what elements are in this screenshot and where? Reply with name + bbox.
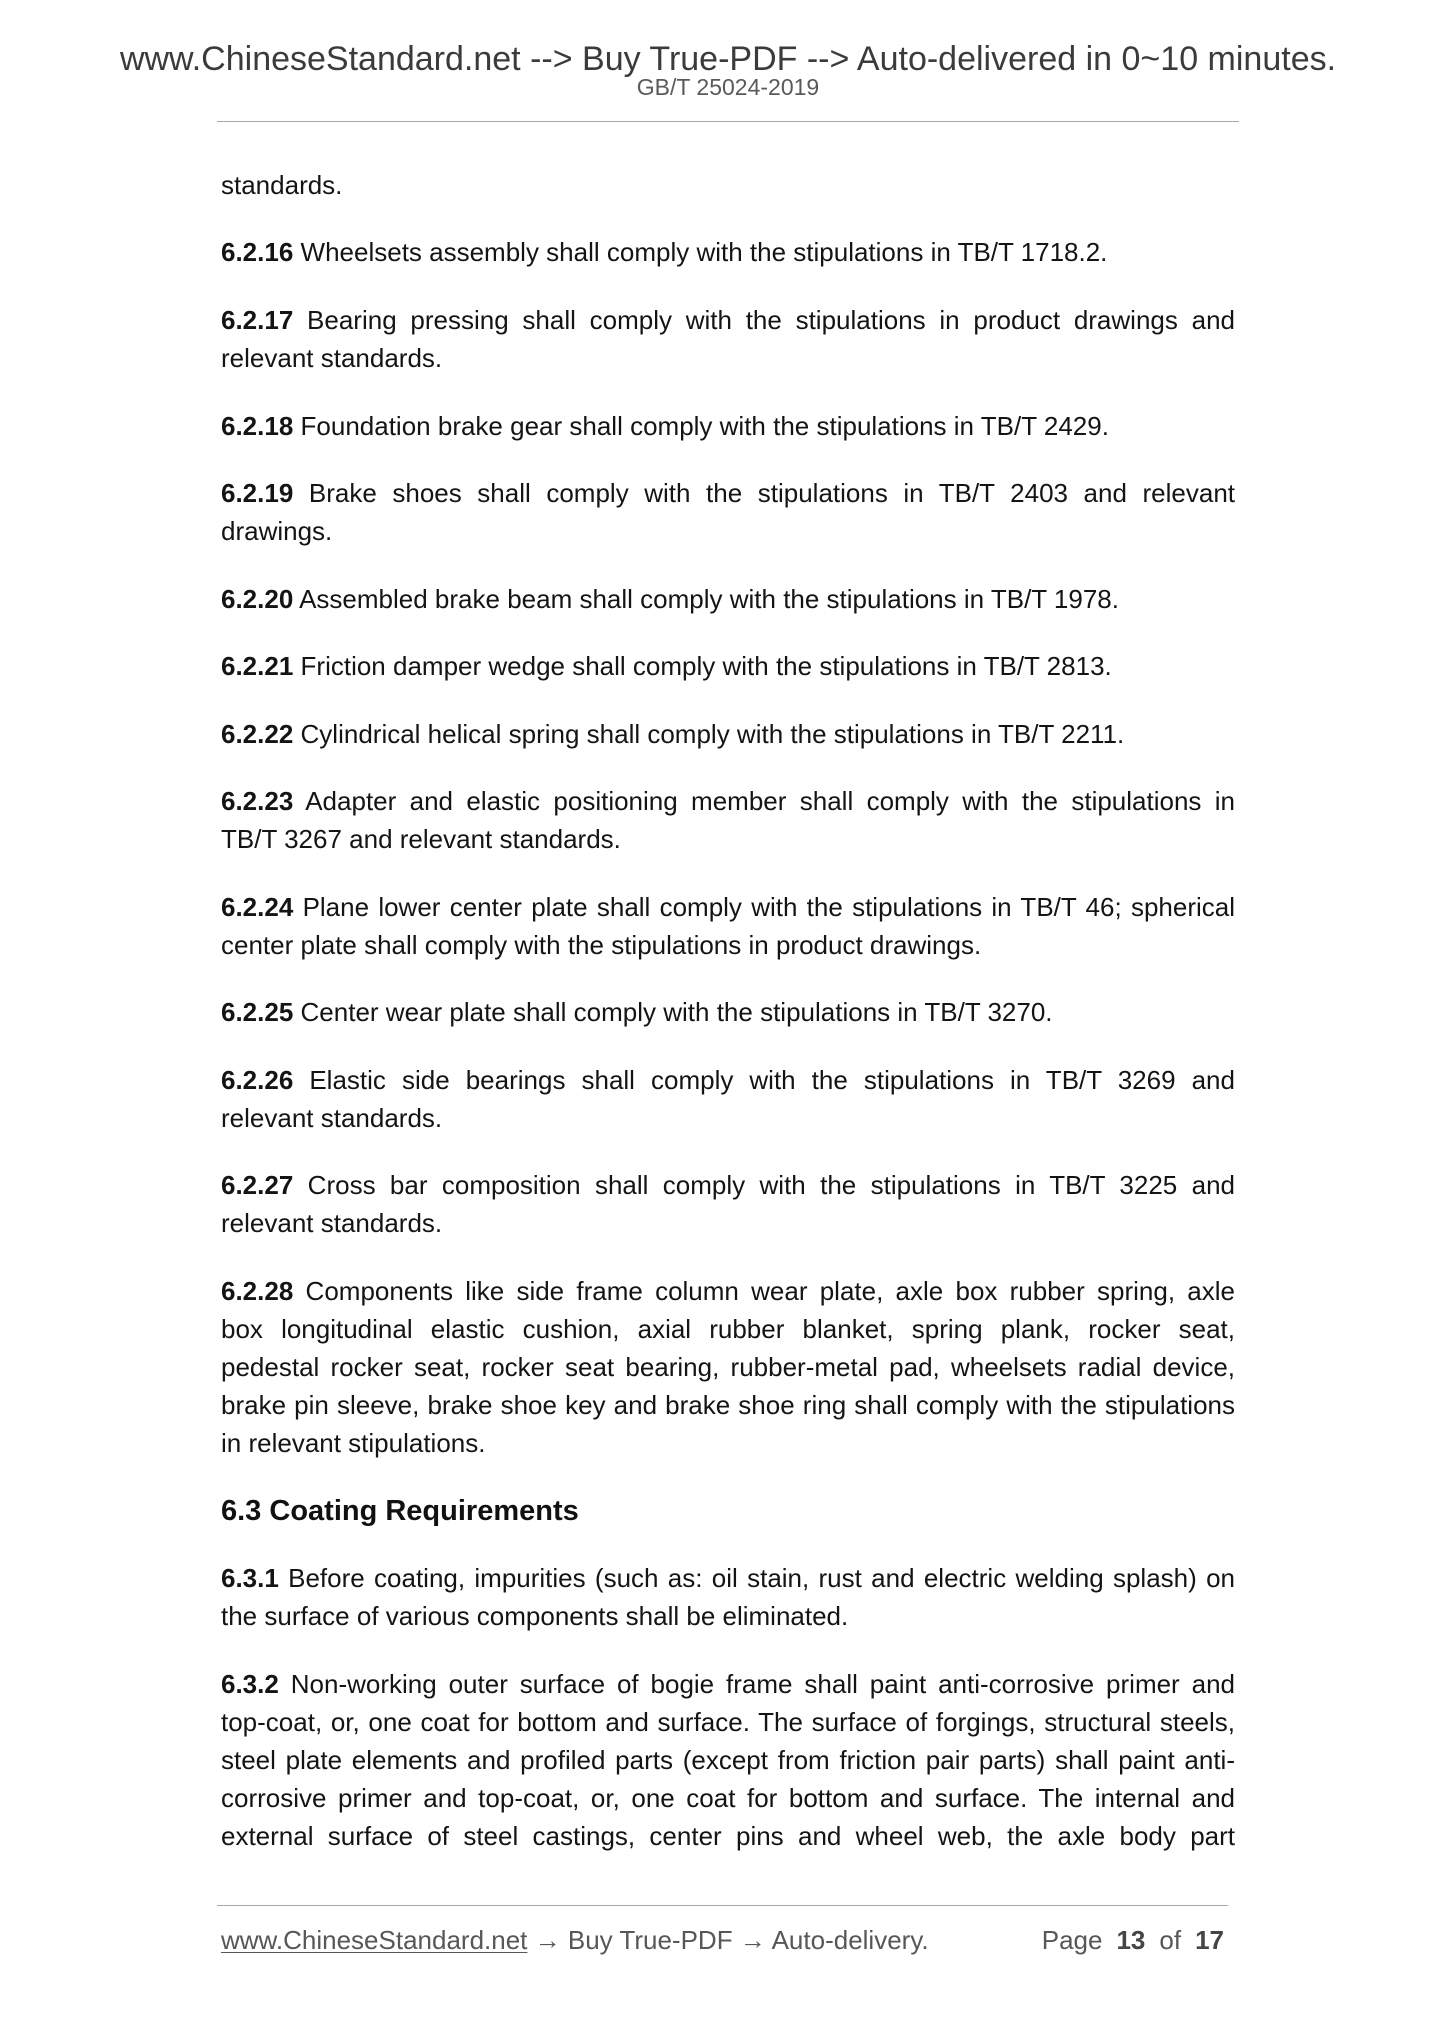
clause-number: 6.3.2 bbox=[221, 1668, 279, 1699]
clause-6-3-1 bbox=[221, 1559, 1235, 1635]
clause-number: 6.2.19 bbox=[221, 478, 294, 509]
header-banner: www.ChineseStandard.net --> Buy True-PDF --> Auto-delivered in 0~10 minutes. bbox=[119, 40, 1337, 78]
paragraph-line: steel plate elements and profiled parts (except from friction pair parts) shall paint anti- bbox=[221, 1744, 1235, 1775]
paragraph-line bbox=[221, 1665, 1235, 1703]
paragraph-line bbox=[221, 1272, 1235, 1310]
clause-6-2-24 bbox=[221, 888, 1235, 964]
clause-text: Friction damper wedge shall comply with the stipulations in TB/T 2813. bbox=[300, 651, 1112, 682]
clause-text: Elastic side bearings shall comply with the stipulations in TB/T 3269 and bbox=[309, 1064, 1235, 1095]
paragraph-line: relevant standards. bbox=[221, 1102, 443, 1133]
paragraph-line: relevant standards. bbox=[221, 1208, 443, 1239]
clause-6-2-23 bbox=[221, 782, 1235, 858]
page-label: Page bbox=[1041, 1925, 1103, 1955]
page-current: 13 bbox=[1116, 1925, 1146, 1955]
clause-number: 6.2.24 bbox=[221, 891, 294, 922]
clause-number: 6.2.25 bbox=[221, 997, 294, 1028]
paragraph-line: TB/T 3267 and relevant standards. bbox=[221, 824, 621, 855]
footer-tagline: → Buy True-PDF → Auto-delivery. bbox=[534, 1925, 929, 1955]
clause-text: Assembled brake beam shall comply with the stipulations in TB/T 1978. bbox=[299, 583, 1119, 614]
paragraph-line: brake pin sleeve, brake shoe key and brake shoe ring shall comply with the stipulations bbox=[221, 1390, 1235, 1421]
footer-divider bbox=[217, 1905, 1228, 1906]
paragraph-line bbox=[221, 993, 1235, 1031]
clause-text: Components like side frame column wear plate, axle box rubber spring, axle bbox=[305, 1275, 1236, 1306]
footer-promo bbox=[221, 1925, 929, 1955]
clause-6-2-16 bbox=[221, 233, 1235, 271]
clause-text: Plane lower center plate shall comply with the stipulations in TB/T 46; spherical bbox=[302, 891, 1235, 922]
clause-number: 6.2.26 bbox=[221, 1064, 294, 1095]
clause-number: 6.2.27 bbox=[221, 1170, 294, 1201]
header-divider bbox=[217, 121, 1239, 122]
paragraph-line: external surface of steel castings, center pins and wheel web, the axle body part bbox=[221, 1821, 1235, 1852]
paragraph-line bbox=[221, 233, 1235, 271]
clause-6-2-26 bbox=[221, 1061, 1235, 1137]
clause-text: Cross bar composition shall comply with the stipulations in TB/T 3225 and bbox=[307, 1170, 1236, 1201]
paragraph-line bbox=[221, 782, 1235, 820]
clause-text: Non-working outer surface of bogie frame shall paint anti-corrosive primer and bbox=[290, 1668, 1236, 1699]
clause-number: 6.2.22 bbox=[221, 718, 294, 749]
paragraph-line: relevant standards. bbox=[221, 343, 443, 374]
paragraph-line bbox=[221, 301, 1235, 339]
clause-6-2-21 bbox=[221, 647, 1235, 685]
paragraph-line: in relevant stipulations. bbox=[221, 1428, 486, 1459]
clause-text: Adapter and elastic positioning member shall comply with the stipulations in bbox=[305, 786, 1236, 817]
document-body bbox=[221, 166, 1235, 1885]
clause-number: 6.2.20 bbox=[221, 583, 294, 614]
of-label: of bbox=[1159, 1925, 1182, 1955]
paragraph-line bbox=[221, 888, 1235, 926]
clause-number: 6.2.28 bbox=[221, 1275, 294, 1306]
paragraph-line: standards. bbox=[221, 170, 343, 200]
carryover-paragraph bbox=[221, 166, 1235, 204]
clause-number: 6.2.21 bbox=[221, 651, 294, 682]
paragraph-line: box longitudinal elastic cushion, axial rubber blanket, spring plank, rocker seat, bbox=[221, 1313, 1235, 1344]
paragraph-line bbox=[221, 1061, 1235, 1099]
paragraph-line: the surface of various components shall be eliminated. bbox=[221, 1601, 849, 1632]
clause-text: Bearing pressing shall comply with the stipulations in product drawings and bbox=[307, 304, 1235, 335]
clause-6-2-18 bbox=[221, 407, 1235, 445]
clause-6-2-28 bbox=[221, 1272, 1235, 1462]
clause-number: 6.2.16 bbox=[221, 237, 294, 268]
clause-6-2-22 bbox=[221, 715, 1235, 753]
page-total: 17 bbox=[1195, 1925, 1224, 1955]
paragraph-line: drawings. bbox=[221, 516, 333, 547]
paragraph-line: pedestal rocker seat, rocker seat bearing, rubber-metal pad, wheelsets radial device, bbox=[221, 1352, 1235, 1383]
clause-6-3-2 bbox=[221, 1665, 1235, 1855]
paragraph-line: top-coat, or, one coat for bottom and surface. The surface of forgings, structural steels, bbox=[221, 1706, 1235, 1737]
clause-6-2-27 bbox=[221, 1166, 1235, 1242]
clause-6-2-19 bbox=[221, 474, 1235, 550]
clause-text: Cylindrical helical spring shall comply with the stipulations in TB/T 2211. bbox=[300, 718, 1125, 749]
paragraph-line bbox=[221, 715, 1235, 753]
clause-6-2-25 bbox=[221, 993, 1235, 1031]
clause-text: Wheelsets assembly shall comply with the stipulations in TB/T 1718.2. bbox=[300, 237, 1108, 268]
site-link[interactable]: www.ChineseStandard.net bbox=[221, 1925, 528, 1955]
clause-text: Brake shoes shall comply with the stipulations in TB/T 2403 and relevant bbox=[308, 478, 1235, 509]
clause-number: 6.2.17 bbox=[221, 304, 294, 335]
clause-number: 6.2.23 bbox=[221, 786, 294, 817]
clause-number: 6.3.1 bbox=[221, 1563, 279, 1594]
paragraph-line: center plate shall comply with the stipulations in product drawings. bbox=[221, 929, 982, 960]
clause-6-2-17 bbox=[221, 301, 1235, 377]
clause-text: Before coating, impurities (such as: oil stain, rust and electric welding splash) on bbox=[288, 1563, 1235, 1594]
clause-text: Center wear plate shall comply with the stipulations in TB/T 3270. bbox=[300, 997, 1053, 1028]
paragraph-line bbox=[221, 1559, 1235, 1597]
document-id: GB/T 25024-2019 bbox=[636, 74, 820, 100]
section-heading: 6.3 Coating Requirements bbox=[221, 1494, 579, 1527]
paragraph-line bbox=[221, 407, 1235, 445]
paragraph-line: corrosive primer and top-coat, or, one coat for bottom and surface. The internal and bbox=[221, 1783, 1235, 1814]
paragraph-line bbox=[221, 474, 1235, 512]
paragraph-line bbox=[221, 580, 1235, 618]
clause-number: 6.2.18 bbox=[221, 410, 294, 441]
page-indicator bbox=[1042, 1925, 1224, 1955]
clause-text: Foundation brake gear shall comply with the stipulations in TB/T 2429. bbox=[300, 410, 1109, 441]
clause-6-2-20 bbox=[221, 580, 1235, 618]
paragraph-line bbox=[221, 1166, 1235, 1204]
paragraph-line bbox=[221, 647, 1235, 685]
